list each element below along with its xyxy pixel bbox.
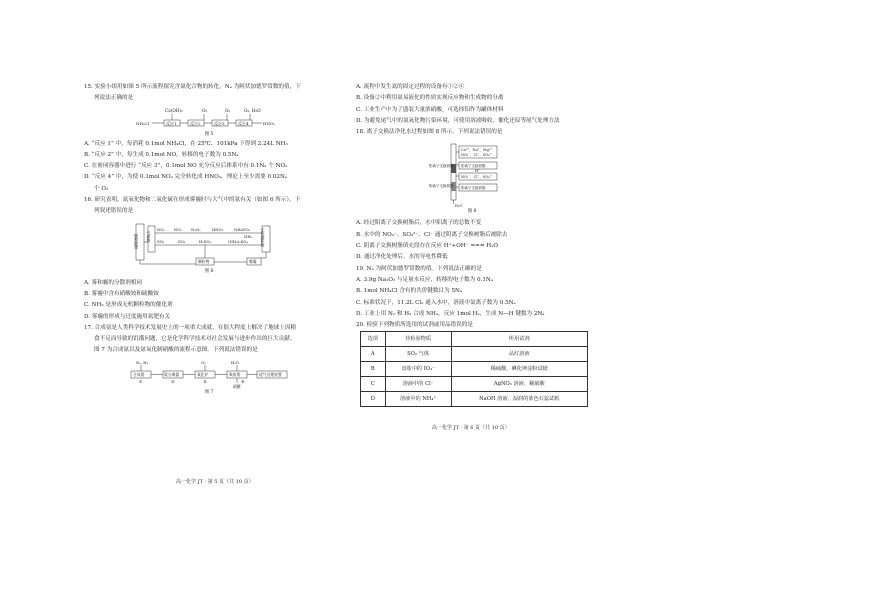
fig5-box: 反应3 [214,120,225,126]
table-cell: SO₂ 气体 [385,347,451,362]
q19-stem: 19. Nₐ 为阿伏加德罗常数的值。下列说法正确的是 [356,265,482,272]
q15-stem-1: 15. 实验小组用如图 5 所示流程探究含氮化合物的转化。Nₐ 为阿伏加德罗常数的值，下 [84,84,301,90]
fig7-num: ④ [241,378,245,384]
q15-option-c: C. 在密闭容器中进行 “反应 3”，0.1mol NO 充分反应后体系中有 0.1Nₐ 个 NO₂ [84,163,288,170]
figure-5-caption: 图 5 [204,131,214,137]
q17-stem-2: 食不足而导致的饥饿问题，它是化学科学技术对社会发展与进步作出的巨大贡献。 [94,336,296,343]
figure-8 [427,140,517,216]
q15-option-b: B. “反应 2” 中，每生成 0.1mol NO，转移的电子数为 0.5Nₐ [84,151,239,158]
fig7-num: ① [139,378,143,384]
q17-stem-3: 图 7 为合成氨以及氨氧化制硝酸的流程示意图。下列说法错误的是 [94,347,258,354]
q17-option-b: B. 设备②中利用氨易液化的性质实现反应物和生成物的分离 [356,95,504,102]
fig5-box: 反应1 [166,120,177,126]
q18-option-c: C. 阴离子交换树脂填充段存在反应 H⁺+OH⁻ === H₂O [356,243,498,250]
q16-option-a: A. 雾和霾的分散剂相同 [84,279,142,286]
q18-stem: 18. 离子交换法净化水过程如图 8 所示。下列说法错误的是 [356,129,503,136]
fig5-box: 反应4 [238,120,249,126]
fig6-row2: H₂SO₄ [199,238,212,244]
fig5-top-label: Ca(OH)₂ [165,107,183,113]
footer-page-6: 高一化学 JT · 第 6 页（共 10 页） [432,425,510,431]
q16-stem-2: 列叙述错误的是 [94,208,134,215]
fig7-input: O₂ [201,359,206,365]
q20-stem: 20. 检验下列物质所选用的试剂或用品错误的是 [356,322,473,329]
fig8-resin2: 阴离子交换树脂 [461,186,486,191]
table-cell: B [361,362,386,377]
fig7-num: ③ [203,378,207,384]
fig8-ions-mid: NO₃⁻、Cl⁻、SO₄²⁻ [461,175,493,180]
fig8-ions-top: Ca²⁺、Na⁺、Mg²⁺ [461,148,493,153]
fig6-row1: N₂O₅ [191,226,201,232]
footer-page-5: 高一化学 JT · 第 5 页（共 10 页） [176,479,254,485]
figure-6-diagram [134,220,284,268]
q18-option-a: A. 经过阳离子交换树脂后，水中阳离子的总数不变 [356,220,482,227]
fig6-gas-box: 气体物 [147,230,152,243]
fig8-resin1-side: 阳离子交换树脂 [429,164,454,169]
figure-6 [134,220,284,276]
fig7-box: 吸收塔 [229,371,241,377]
figure-7-caption: 图 7 [204,389,214,395]
q16-option-d: D. 雾霾的形成与过度施用氮肥有关 [84,313,171,320]
fig6-bottom: 颗粒物 [198,258,210,264]
figure-8-diagram [427,140,517,208]
fig7-box: 氧化炉 [197,371,209,377]
fig6-row1: NO₂ [174,226,182,232]
fig7-product: 硝酸 [233,383,241,389]
q15-option-d: D. “反应 4” 中，为使 0.1mol NO₂ 完全转化成 HNO₃，理论上至少需要 0.02Nₐ [84,174,288,181]
fig7-input: N₂, H₂ [136,359,149,365]
q19-option-d: D. 工业上用 N₂ 和 H₂ 合成 NH₃，反应 1mol H₂，生成 N—H 键数为 2Nₐ [356,310,545,317]
q19-option-c: C. 标准状况下，11.2L Cl₂ 通入水中，溶液中氯离子数为 0.5Nₐ [356,299,516,306]
fig6-right-box: 无机颗粒物 [261,227,266,247]
table-header: 选项 [361,332,386,347]
fig8-mid: H⁺ [475,169,480,174]
left-column [84,82,334,395]
fig7-box: 合成塔 [133,371,145,377]
fig6-row1: NH₄NO₃ [234,226,251,232]
table-cell: 品红溶液 [451,347,587,362]
fig8-ions-top2: NO₃⁻、Cl⁻、SO₄²⁻ [461,153,493,158]
q18-option-d: D. 通过净化处理后，水的导电性降低 [356,254,448,261]
table-cell: D [361,392,386,407]
table-cell: 稀硫酸、碘化钾淀粉试纸 [451,362,587,377]
figure-8-caption: 图 8 [467,209,477,215]
fig8-resin1: 阳离子交换树脂 [461,164,486,169]
right-column [356,82,588,407]
table-cell: A [361,347,386,362]
figure-5-diagram [134,107,284,131]
q15-option-a: A. “反应 1” 中，每消耗 0.1mol NH₄Cl，在 25℃、101kPa 下得到 2.24L NH₃ [84,140,288,147]
fig5-box: 反应2 [190,120,201,126]
q17-option-c: C. 工业生产中为了盛装大量浓硝酸，可选择铝作为罐体材料 [356,106,504,113]
q16-option-c: C. NH₃ 是形成无机颗粒物的催化剂 [84,302,173,309]
fig7-box: 氨分离器 [164,371,180,377]
fig6-row2: SO₂ [157,238,165,244]
fig7-box: 尾气处理装置 [259,371,282,377]
q19-option-b: B. 1mol NH₄Cl 含有的共价键数目为 5Nₐ [356,288,463,295]
q17-stem-1: 17. 合成氨是人类科学技术发展史上的一项重大成就，在很大程度上解决了地球上因粮 [84,324,297,331]
fig8-out: H₂O [455,204,463,209]
table-cell: 食盐中的 IO₃⁻ [385,362,451,377]
table-cell: 溶液中的 Cl⁻ [385,377,451,392]
fig5-top-label: O₂ [225,107,231,113]
q20-table [360,331,588,407]
fig6-left-box: 燃料燃烧 [134,233,140,249]
fig6-row2: (NH₄)₂SO₄ [228,238,248,244]
q18-option-b: B. 水中的 NO₃⁻、SO₄²⁻、Cl⁻ 通过阴离子交换树脂后被除去 [356,231,508,238]
table-header: 所用试剂 [451,332,587,347]
fig5-start: NH₄Cl [136,120,149,126]
fig5-top-label: O₂ [202,107,208,113]
fig5-top-label: O₂, H₂O [244,107,261,113]
q17-option-a: A. 流程中发生氮的固定过程的设备有①②④ [356,84,465,90]
q17-option-d: D. 为避免尾气中的氮氧化物污染环境，可使用溶液吸收、催化还原等尾气处理方法 [356,117,560,124]
table-header: 待检验物质 [385,332,451,347]
fig8-resin2-side: 阴离子交换树脂 [429,184,454,189]
fig7-input: H₂O [231,359,239,365]
figure-6-caption: 图 6 [204,268,214,274]
table-row [361,362,588,377]
table-header-row [361,332,588,347]
table-row [361,377,588,392]
q19-option-a: A. 3.9g Na₂O₂ 与足量水反应，转移的电子数为 0.1Nₐ [356,276,493,283]
table-cell: AgNO₃ 溶液、稀硝酸 [451,377,587,392]
fig6-nh3: NH₃ [244,233,253,239]
table-row [361,347,588,362]
q15-option-d-cont: 个 O₂ [94,185,109,192]
figure-7-diagram [129,359,289,389]
fig6-bottom: 雾霾 [249,258,257,264]
fig5-end: HNO₃ [263,120,275,126]
fig7-num: ② [171,378,175,384]
q16-stem-1: 16. 研究表明，氮氧化物和二氧化硫在形成雾霾时与大气中的氨有关（如图 6 所示）。下 [84,197,301,204]
table-cell: 溶液中的 NH₄⁺ [385,392,451,407]
table-row [361,392,588,407]
q16-option-b: B. 雾霾中含有硝酸铵和硫酸铵 [84,290,159,297]
figure-5 [134,107,284,137]
fig6-row1: HNO₃ [212,226,224,232]
figure-7 [129,359,289,393]
q15-stem-2: 列说法正确的是 [94,95,134,102]
table-cell: NaOH 溶液、湿润的蓝色石蕊试纸 [451,392,587,407]
fig6-row2: SO₃ [178,238,186,244]
fig6-row1: NOₓ [157,226,166,232]
table-cell: C [361,377,386,392]
